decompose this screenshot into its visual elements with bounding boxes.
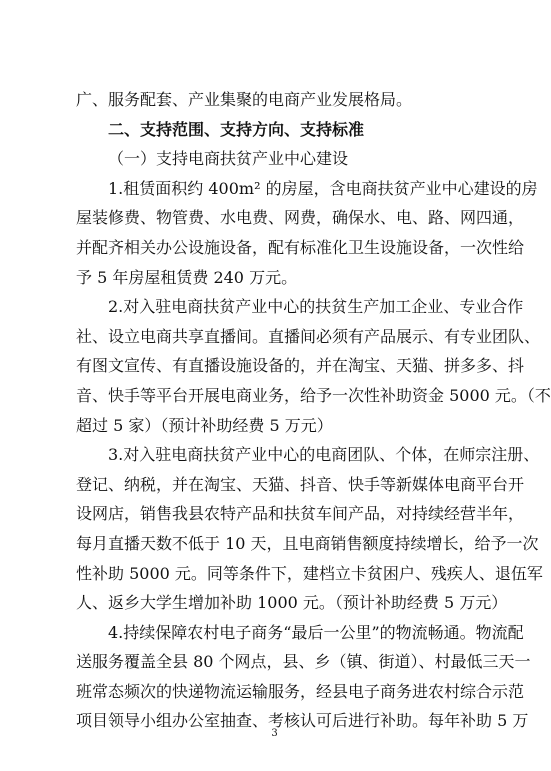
- section-heading: 二、支持范围、支持方向、支持标准: [108, 119, 365, 139]
- paragraph-line: 性补助 5000 元。同等条件下，建档立卡贫困户、残疾人、退伍军: [76, 563, 543, 583]
- paragraph-line: 3.对入驻电商扶贫产业中心的电商团队、个体，在师宗注册、: [108, 445, 540, 465]
- paragraph-line: 班常态频次的快递物流运输服务，经县电子商务进农村综合示范: [76, 681, 525, 701]
- page-number: 3: [271, 728, 278, 739]
- paragraph-line: 并配齐相关办公设施设备，配有标准化卫生设施设备，一次性给: [76, 237, 525, 257]
- paragraph-line: 登记、纳税，并在淘宝、天猫、抖音、快手等新媒体电商平台开: [76, 474, 525, 494]
- paragraph-line: 有图文宣传、有直播设施设备的，并在淘宝、天猫、拼多多、抖: [76, 356, 525, 376]
- paragraph-line: 项目领导小组办公室抽查、考核认可后进行补助。每年补助 5 万: [76, 711, 529, 731]
- paragraph-line: 屋装修费、物管费、水电费、网费，确保水、电、路、网四通，: [76, 208, 525, 228]
- paragraph-line: 予 5 年房屋租赁费 240 万元。: [76, 267, 298, 287]
- body-text: [76, 90, 551, 743]
- paragraph-line: 4.持续保障农村电子商务“最后一公里”的物流畅通。物流配: [108, 622, 524, 642]
- paragraph-line: 每月直播天数不低于 10 天，且电商销售额度持续增长，给予一次: [76, 533, 539, 553]
- paragraph-line: 送服务覆盖全县 80 个网点，县、乡（镇、街道）、村最低三天一: [76, 652, 531, 672]
- paragraph-line: 音、快手等平台开展电商业务，给予一次性补助资金 5000 元。（不: [76, 385, 551, 405]
- paragraph-line: 人、返乡大学生增加补助 1000 元。（预计补助经费 5 万元）: [76, 593, 508, 613]
- paragraph-line: 超过 5 家）（预计补助经费 5 万元）: [76, 415, 333, 435]
- paragraph-line: 设网店，销售我县农特产品和扶贫车间产品，对持续经营半年，: [76, 504, 525, 524]
- paragraph-line: 1.租赁面积约 400m² 的房屋，含电商扶贫产业中心建设的房: [108, 178, 538, 198]
- subsection-heading: （一）支持电商扶贫产业中心建设: [108, 149, 349, 169]
- paragraph-line: 社、设立电商共享直播间。直播间必须有产品展示、有专业团队、: [76, 326, 541, 346]
- paragraph-line: 2.对入驻电商扶贫产业中心的扶贫生产加工企业、专业合作: [108, 297, 524, 317]
- paragraph-line: 广、服务配套、产业集聚的电商产业发展格局。: [76, 90, 413, 109]
